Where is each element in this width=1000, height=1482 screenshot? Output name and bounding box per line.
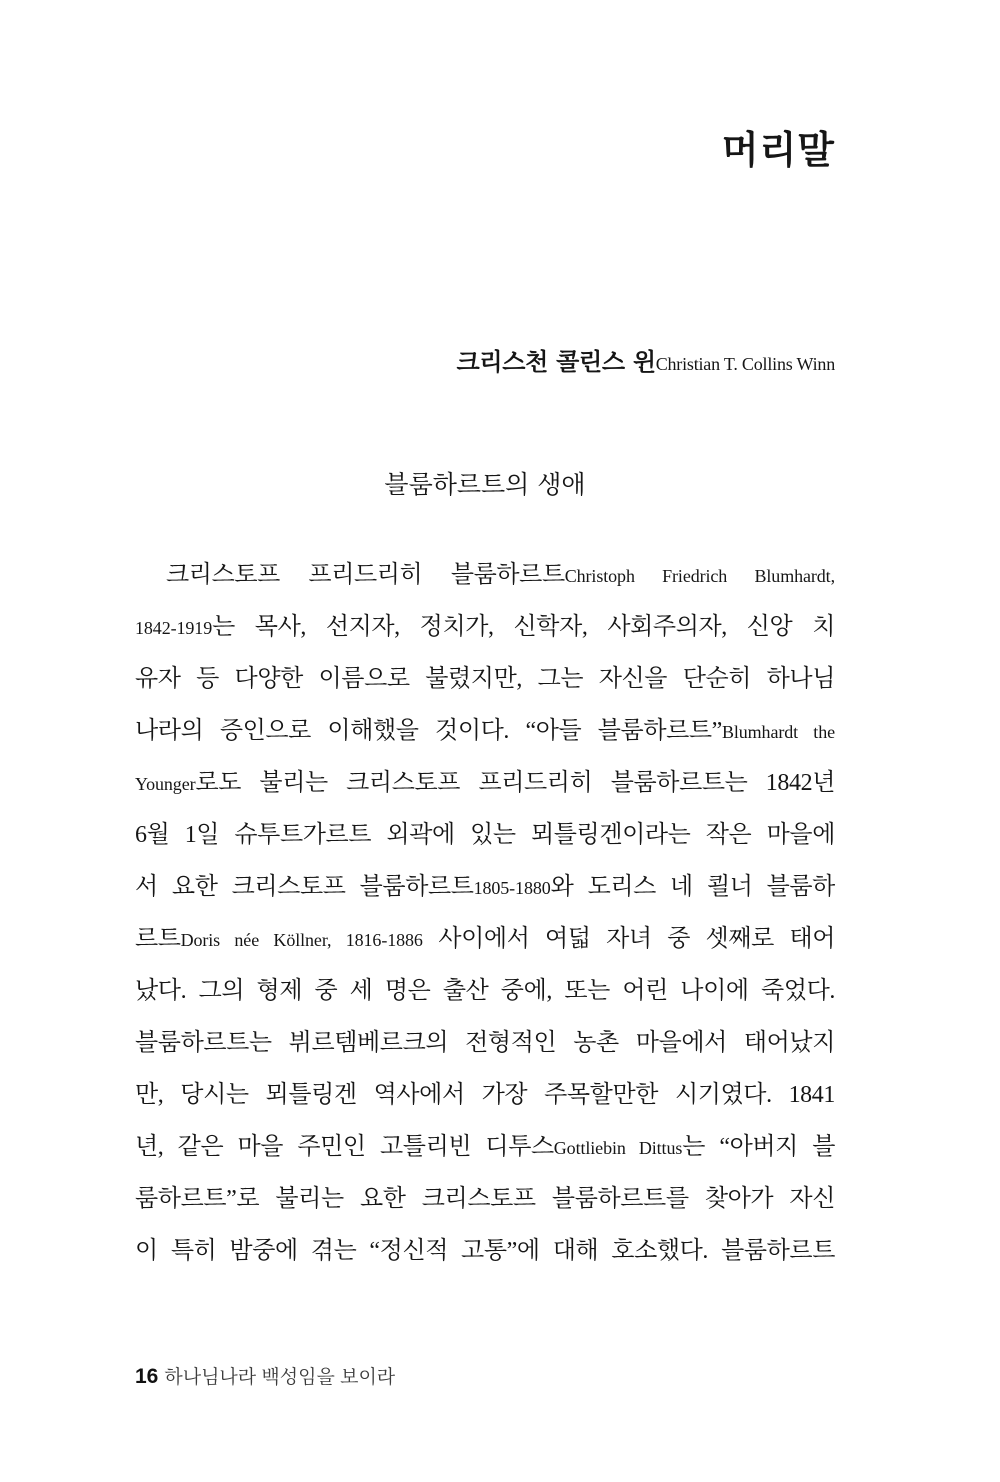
- body-text-segment: 르트: [135, 926, 181, 952]
- running-book-title: 하나님나라 백성임을 보이라: [164, 1367, 396, 1388]
- body-text-segment: 유자 등 다양한 이름으로 불렸지만, 그는 자신을 단순히 하나님: [135, 666, 835, 692]
- author-name-korean: 크리스천 콜린스 윈: [456, 347, 656, 376]
- body-text-segment: 년, 같은 마을 주민인 고틀리빈 디투스: [135, 1134, 554, 1160]
- body-text-segment: 는 목사, 선지자, 정치가, 신학자, 사회주의자, 신앙 치: [212, 614, 835, 640]
- body-line: [135, 809, 835, 861]
- body-text-segment: 블룸하르트는 뷔르템베르크의 전형적인 농촌 마을에서 태어났지: [135, 1030, 835, 1056]
- body-line: [135, 705, 835, 757]
- body-line: [135, 601, 835, 653]
- latin-annotation: Christoph Friedrich Blumhardt,: [564, 566, 835, 586]
- body-line: [135, 1225, 835, 1277]
- body-line: [135, 861, 835, 913]
- body-line: [135, 653, 835, 705]
- body-text-segment: 와 도리스 네 쾰너 블룸하: [550, 874, 835, 900]
- body-line: [135, 549, 835, 601]
- latin-annotation: Gottliebin Dittus: [553, 1138, 683, 1158]
- latin-annotation: Doris née Köllner, 1816-1886: [180, 930, 423, 950]
- body-line: [135, 1017, 835, 1069]
- body-line: [135, 757, 835, 809]
- section-heading: 블룸하르트의 생애: [384, 470, 586, 499]
- body-text-segment: 6월 1일 슈투트가르트 외곽에 있는 뫼틀링겐이라는 작은 마을에: [135, 822, 835, 848]
- page-footer: [135, 1362, 395, 1394]
- author-byline: [457, 342, 835, 386]
- page-number: 16: [135, 1365, 159, 1388]
- latin-annotation: Younger: [135, 774, 196, 794]
- author-name-english: Christian T. Collins Winn: [655, 354, 835, 374]
- body-line: [135, 1173, 835, 1225]
- body-line: [135, 1069, 835, 1121]
- latin-annotation: 1842-1919: [135, 618, 213, 638]
- body-text-segment: 만, 당시는 뫼틀링겐 역사에서 가장 주목할만한 시기였다. 1841: [135, 1082, 835, 1108]
- body-line: [135, 1121, 835, 1173]
- body-text-segment: 났다. 그의 형제 중 세 명은 출산 중에, 또는 어린 나이에 죽었다.: [135, 978, 835, 1004]
- body-text-segment: 사이에서 여덟 자녀 중 셋째로 태어: [422, 926, 835, 952]
- latin-annotation: 1805-1880: [473, 878, 551, 898]
- body-line: [135, 913, 835, 965]
- latin-annotation: Blumhardt the: [721, 722, 835, 742]
- body-text-segment: 크리스토프 프리드리히 블룸하르트: [166, 562, 565, 588]
- body-text-segment: 로도 불리는 크리스토프 프리드리히 블룸하르트는 1842년: [195, 770, 835, 796]
- body-text-segment: 룸하르트”로 불리는 요한 크리스토프 블룸하르트를 찾아가 자신: [135, 1186, 835, 1212]
- chapter-title: 머리말: [721, 127, 835, 172]
- body-text-segment: 나라의 증인으로 이해했을 것이다. “아들 블룸하르트”: [135, 718, 722, 744]
- body-line: [135, 965, 835, 1017]
- body-text-segment: 서 요한 크리스토프 블룸하르트: [135, 874, 474, 900]
- body-text-segment: 는 “아버지 블: [682, 1134, 835, 1160]
- body-text-segment: 이 특히 밤중에 겪는 “정신적 고통”에 대해 호소했다. 블룸하르트: [135, 1238, 835, 1264]
- body-paragraph: [135, 549, 835, 1277]
